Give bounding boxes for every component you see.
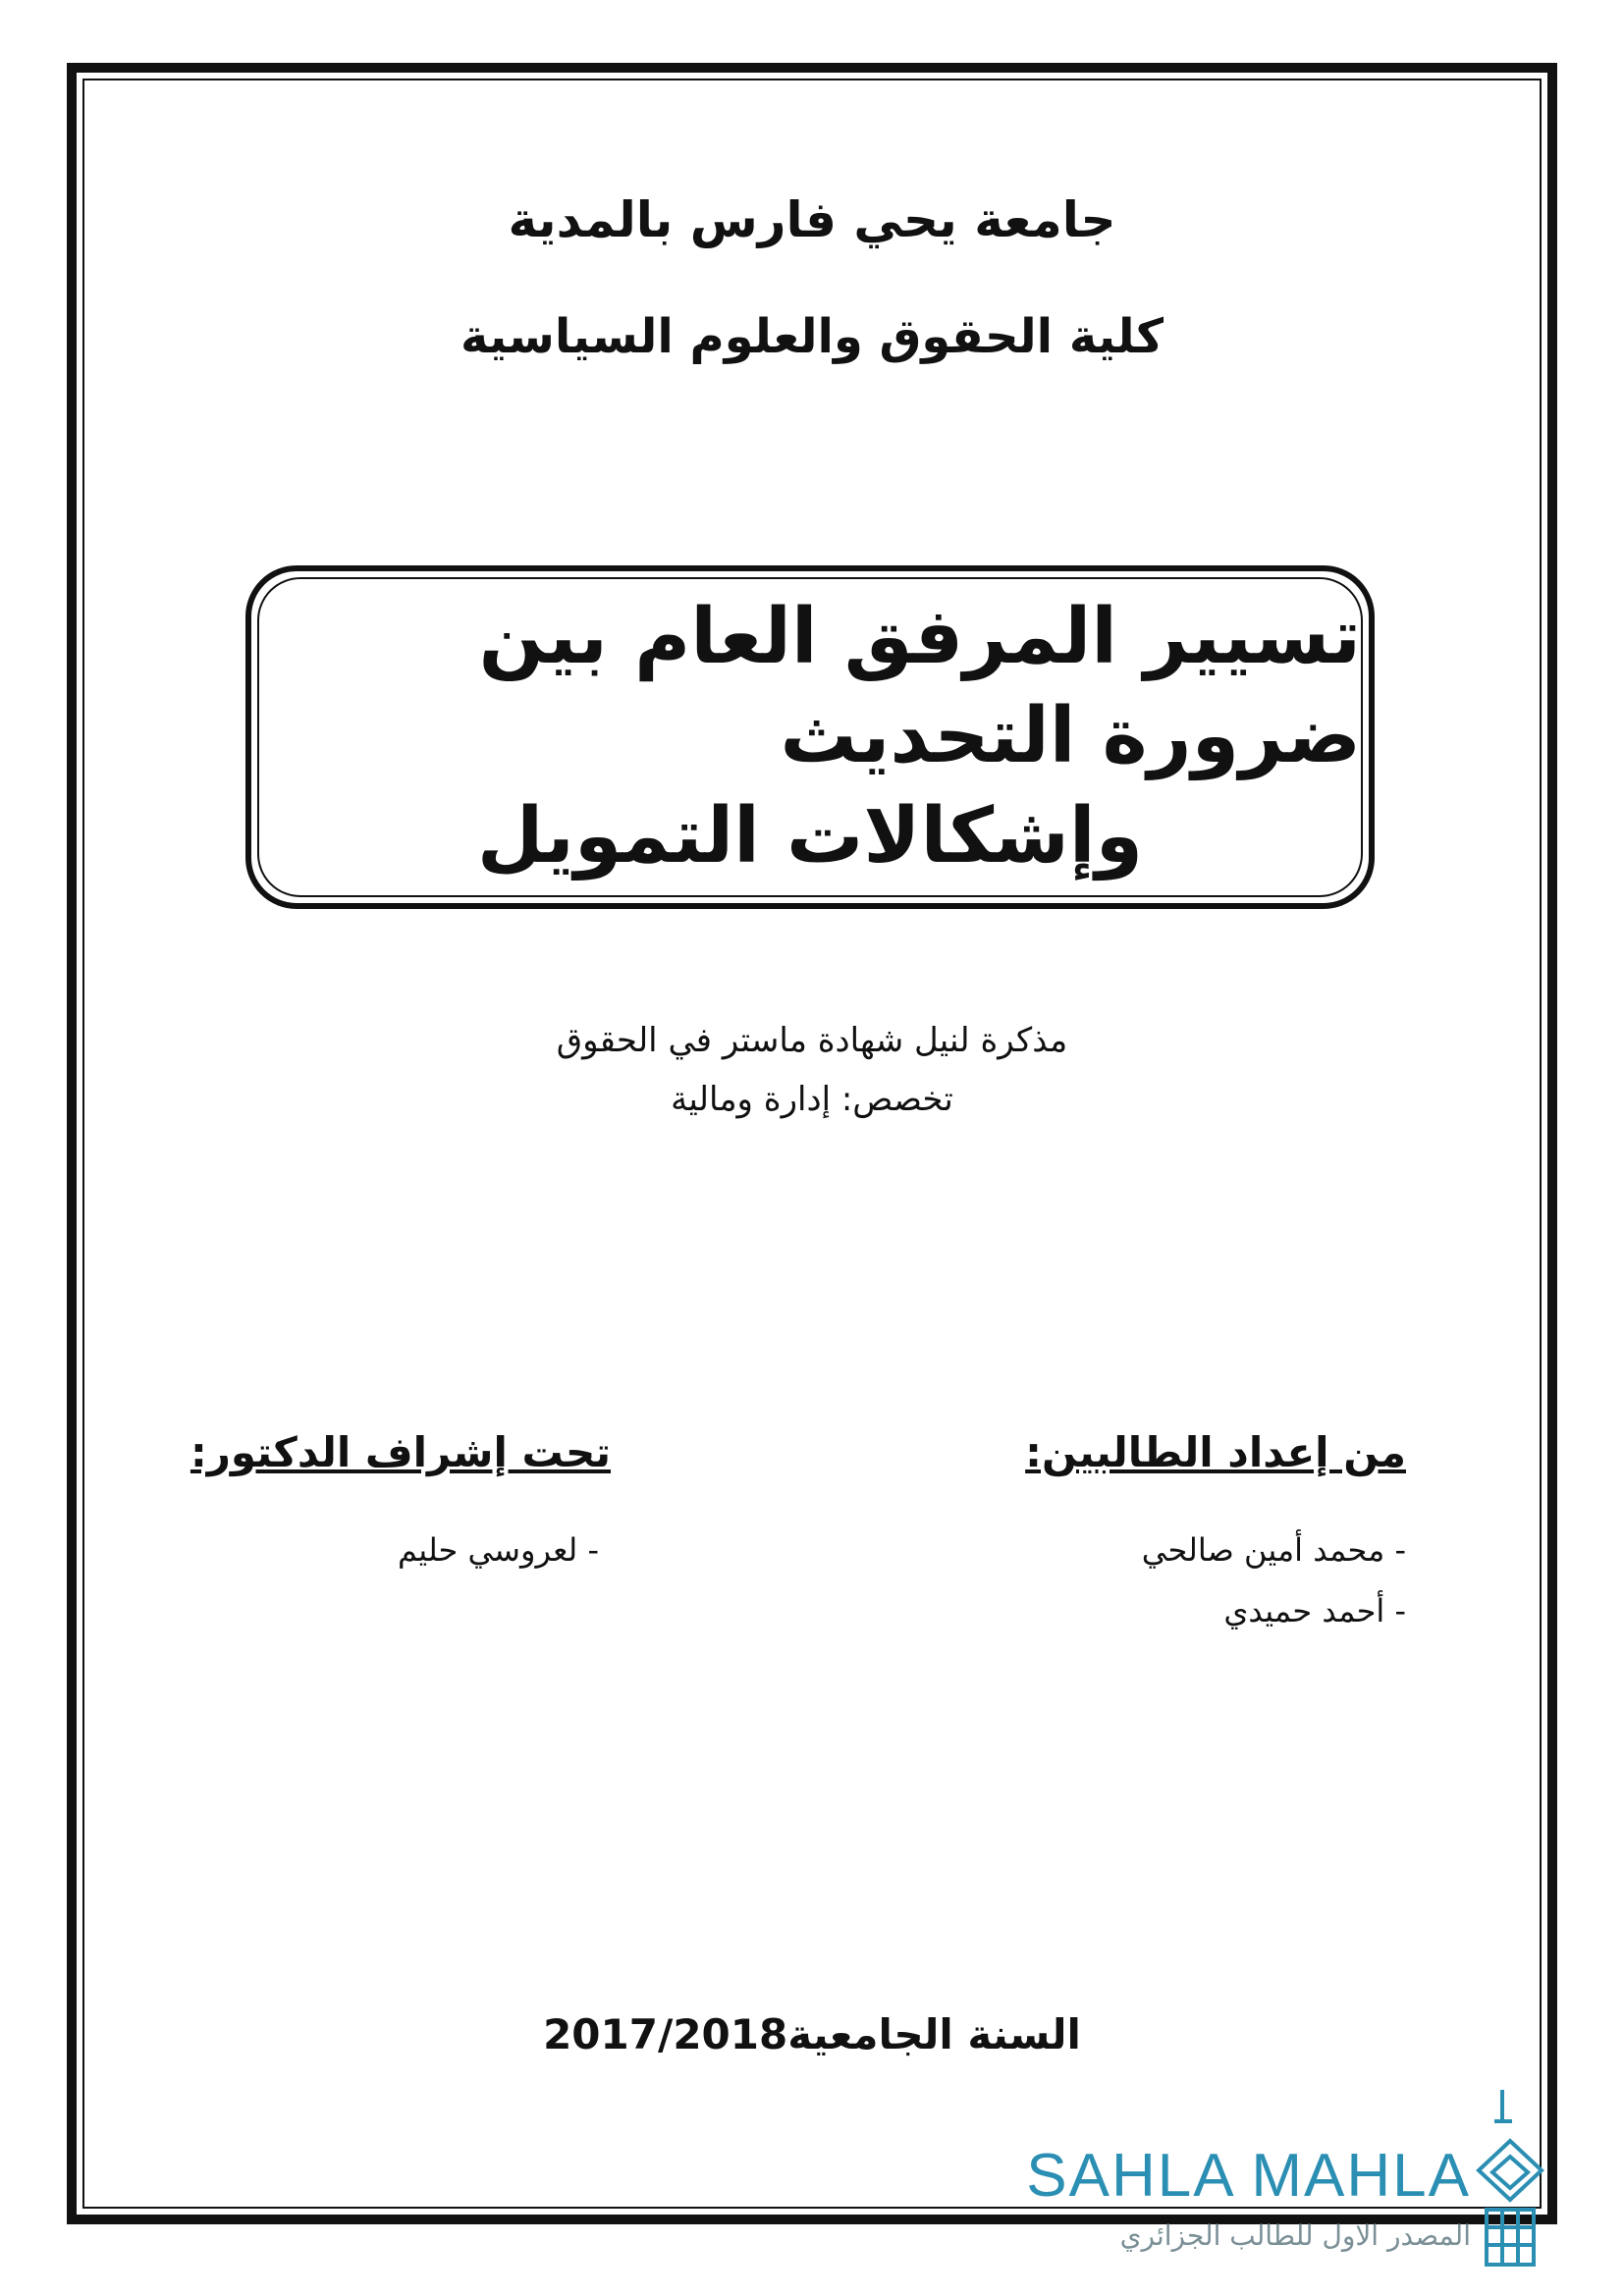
page-border-inner — [82, 79, 1542, 2209]
watermark — [998, 2082, 1547, 2278]
thesis-title — [257, 577, 1363, 897]
supervisor-name: - لعروسي حليم — [398, 1531, 599, 1569]
thesis-description: مذكرة لنيل شهادة ماستر في الحقوق — [556, 1021, 1068, 1060]
watermark-tagline: المصدر الاول للطالب الجزائري — [1119, 2219, 1471, 2252]
university-name: جامعة يحي فارس بالمدية — [508, 191, 1116, 248]
supervisor-label: تحت إشراف الدكتور: — [189, 1428, 611, 1476]
faculty-name: كلية الحقوق والعلوم السياسية — [460, 309, 1164, 364]
thesis-title-line-2: وإشكالات التمويل — [476, 791, 1144, 881]
students-label: من إعداد الطالبين: — [1025, 1428, 1406, 1476]
watermark-brand: SAHLA MAHLA — [1026, 2142, 1471, 2210]
academic-year: السنة الجامعية2017/2018 — [543, 2010, 1081, 2058]
watermark-logo-icon — [1473, 2082, 1547, 2278]
student-name: - أحمد حميدي — [1223, 1592, 1406, 1629]
student-name: - محمد أمين صالحي — [1141, 1531, 1406, 1569]
thesis-title-line-1: تسيير المرفق العام بين ضرورة التحديث — [478, 592, 1361, 781]
thesis-specialty: تخصص: إدارة ومالية — [671, 1080, 953, 1119]
